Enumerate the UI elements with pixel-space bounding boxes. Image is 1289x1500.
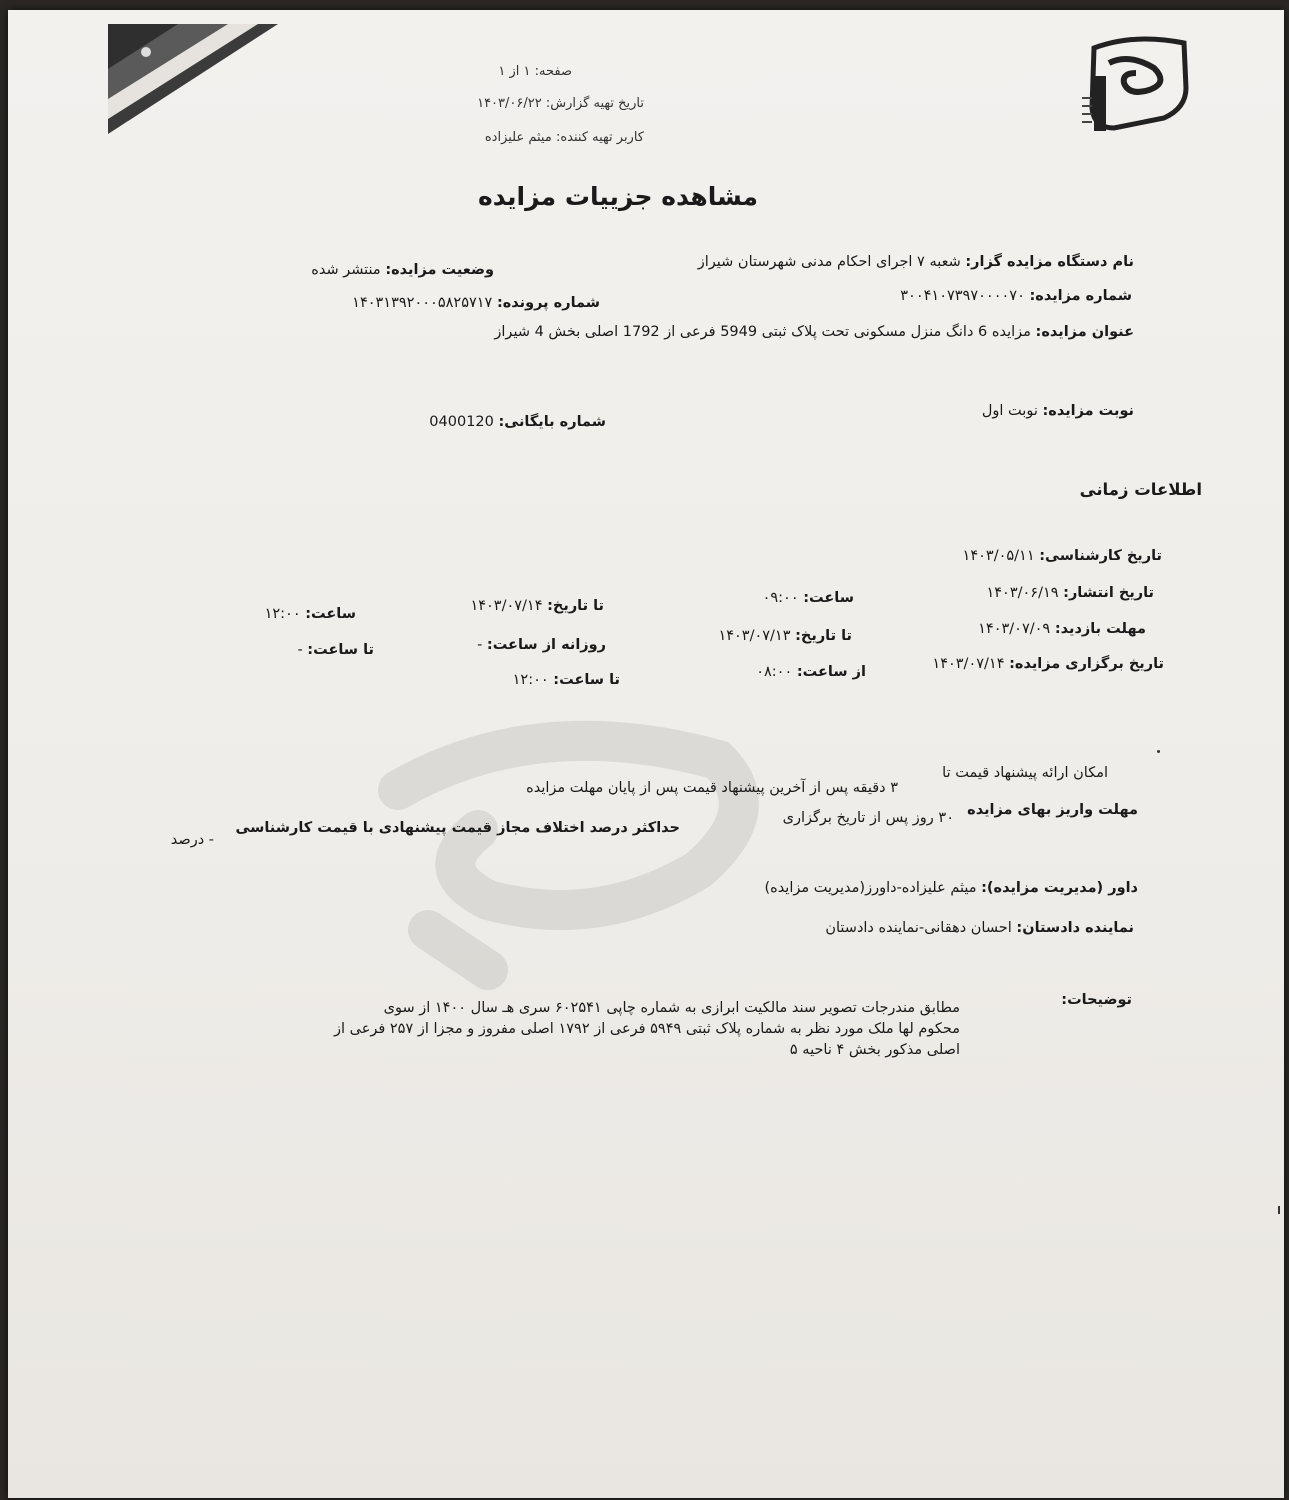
publish-time-row <box>763 590 854 606</box>
visit-daily-from-row <box>477 637 606 653</box>
report-date: تاریخ تهیه گزارش: ۱۴۰۳/۰۶/۲۲ <box>477 96 644 111</box>
publish-until-time-row <box>265 606 356 622</box>
holding-to-time-row <box>513 672 620 688</box>
visit-daily-to-label: تا ساعت: <box>307 642 374 658</box>
visit-daily-from-value: - <box>477 637 483 653</box>
description-line: اصلی مذکور بخش ۴ ناحیه ۵ <box>789 1042 960 1058</box>
archive-value: 0400120 <box>429 414 494 430</box>
page-title: مشاهده جزییات مزایده <box>477 182 759 211</box>
holding-from-time-label: از ساعت: <box>796 664 866 680</box>
publish-time-label: ساعت: <box>803 590 854 606</box>
publish-until-time-value: ۱۲:۰۰ <box>264 606 301 622</box>
payment-deadline-value: ۳۰ روز پس از تاریخ برگزاری <box>782 810 954 826</box>
auctioneer-row <box>698 254 1134 270</box>
visit-deadline-row <box>978 621 1146 637</box>
round-value: نوبت اول <box>981 403 1038 419</box>
archive-row <box>429 414 606 430</box>
margin-tick <box>1278 1206 1280 1214</box>
auction-title-label: عنوان مزایده: <box>1035 324 1134 340</box>
visit-daily-from-label: روزانه از ساعت: <box>486 637 606 653</box>
status-value: منتشر شده <box>311 262 381 278</box>
visit-deadline-label: مهلت بازدید: <box>1054 621 1146 637</box>
bidding-value: ۳ دقیقه پس از آخرین پیشنهاد قیمت پس از پایان مهلت مزایده <box>526 780 898 796</box>
auction-title-value: مزایده 6 دانگ منزل مسکونی تحت پلاک ثبتی 5949 فرعی از 1792 اصلی بخش 4 شیراز <box>494 324 1031 340</box>
visit-until-date-label: تا تاریخ: <box>795 628 852 644</box>
publish-until-date-value: ۱۴۰۳/۰۷/۱۴ <box>470 598 543 614</box>
holding-date-label: تاریخ برگزاری مزایده: <box>1009 656 1164 672</box>
iran-flag-corner-icon <box>108 24 278 134</box>
bidding-label: امکان ارائه پیشنهاد قیمت تا <box>942 765 1108 781</box>
holding-to-time-value: ۱۲:۰۰ <box>512 672 549 688</box>
visit-until-date-value: ۱۴۰۳/۰۷/۱۳ <box>718 628 791 644</box>
holding-date-value: ۱۴۰۳/۰۷/۱۴ <box>932 656 1005 672</box>
case-number-row <box>352 295 600 311</box>
referee-row <box>764 880 1138 896</box>
referee-label: داور (مدیریت مزایده): <box>981 880 1138 896</box>
max-difference-value: - درصد <box>170 832 214 848</box>
payment-deadline-label: مهلت واریز بهای مزایده <box>967 802 1138 818</box>
holding-date-row <box>932 656 1164 672</box>
max-difference-label: حداکثر درصد اختلاف مجاز قیمت پیشنهادی با قیمت کارشناسی <box>235 820 680 836</box>
visit-until-date-row <box>718 628 852 644</box>
court-rep-value: احسان دهقانی-نماینده دادستان <box>825 920 1012 936</box>
referee-value: میثم علیزاده-داورز(مدیریت مزایده) <box>764 880 977 896</box>
round-label: نوبت مزایده: <box>1042 403 1134 419</box>
margin-dot <box>1157 750 1160 753</box>
description-line: محکوم لها ملک مورد نظر به شماره پلاک ثبتی ۵۹۴۹ فرعی از ۱۷۹۲ اصلی مفروز و مجزا از ۲۵۷ فرعی از <box>333 1021 960 1037</box>
visit-daily-to-value: - <box>297 642 303 658</box>
auction-number-label: شماره مزایده: <box>1029 288 1132 304</box>
holding-from-time-value: ۰۸:۰۰ <box>756 664 793 680</box>
publish-until-date-label: تا تاریخ: <box>547 598 604 614</box>
description-text <box>240 998 960 1061</box>
organization-logo-icon <box>1074 28 1204 148</box>
archive-label: شماره بایگانی: <box>498 414 606 430</box>
auction-title-row <box>494 324 1134 340</box>
auction-number-row <box>900 288 1132 304</box>
page-number: صفحه: ۱ از ۱ <box>498 64 572 79</box>
description-label: توضیحات: <box>1061 992 1132 1008</box>
time-section-heading: اطلاعات زمانی <box>1079 480 1202 499</box>
report-preparer: کاربر تهیه کننده: میثم علیزاده <box>484 130 644 145</box>
holding-from-time-row <box>756 664 866 680</box>
publish-time-value: ۰۹:۰۰ <box>762 590 799 606</box>
auction-number-value: ۳۰۰۴۱۰۷۳۹۷۰۰۰۰۷۰ <box>900 288 1025 304</box>
auctioneer-value: شعبه ۷ اجرای احکام مدنی شهرستان شیراز <box>697 254 961 270</box>
court-rep-label: نماینده دادستان: <box>1016 920 1134 936</box>
publish-until-time-label: ساعت: <box>305 606 356 622</box>
round-row <box>982 403 1134 419</box>
court-rep-row <box>825 920 1134 936</box>
auctioneer-label: نام دستگاه مزایده گزار: <box>965 254 1134 270</box>
expert-date-row <box>963 548 1162 564</box>
publish-date-value: ۱۴۰۳/۰۶/۱۹ <box>986 585 1059 601</box>
description-line: مطابق مندرجات تصویر سند مالکیت ابرازی به شماره چاپی ۶۰۲۵۴۱ سری هـ سال ۱۴۰۰ از سوی <box>383 1000 960 1016</box>
document-page <box>8 10 1284 1498</box>
watermark-logo-icon <box>338 670 818 1010</box>
expert-date-label: تاریخ کارشناسی: <box>1039 548 1162 564</box>
visit-daily-to-row <box>297 642 374 658</box>
holding-to-time-label: تا ساعت: <box>553 672 620 688</box>
expert-date-value: ۱۴۰۳/۰۵/۱۱ <box>962 548 1035 564</box>
status-label: وضعیت مزایده: <box>385 262 494 278</box>
case-number-value: ۱۴۰۳۱۳۹۲۰۰۰۵۸۲۵۷۱۷ <box>352 295 493 311</box>
publish-until-date-row <box>470 598 604 614</box>
publish-date-row <box>986 585 1154 601</box>
visit-deadline-value: ۱۴۰۳/۰۷/۰۹ <box>978 621 1051 637</box>
case-number-label: شماره پرونده: <box>496 295 600 311</box>
publish-date-label: تاریخ انتشار: <box>1063 585 1154 601</box>
status-row <box>311 262 494 278</box>
